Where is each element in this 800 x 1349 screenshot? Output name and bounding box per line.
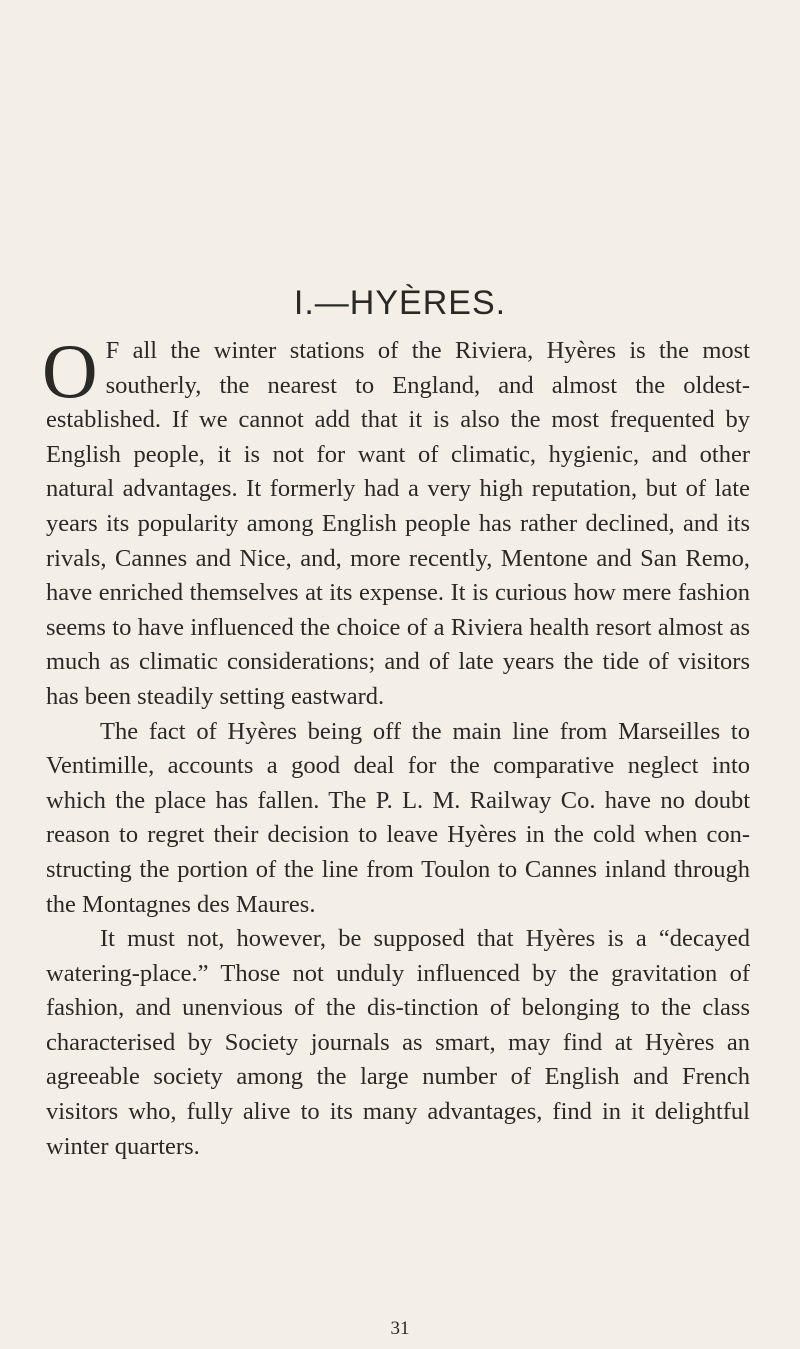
paragraph-3: It must not, however, be supposed that Hyères is a “decayed watering-place.” Those not unduly influenced by the gravitation of fashion, and unenvious of the dis-tinction of belonging to the class characterised by Society journals as smart, may find at Hyères an agreeable society among the large number of English and French visitors who, fully alive to its many advantages, find in it delightful winter quarters.	[46, 925, 750, 1160]
paragraph-1-text: F all the winter stations of the Riviera, Hyères is the most southerly, the nearest to England, and almost the oldest-established. If we cannot add that it is also the most frequented by English people, it is not for want of climatic, hygienic, and other natural advantages. It formerly had a very high reputation, but of late years its popularity among English people has rather declined, and its rivals, Cannes and Nice, and, more recently, Mentone and San Remo, have enriched themselves at its expense. It is curious how mere fashion seems to have influenced the choice of a Riviera health resort almost as much as climatic considerations; and of late years the tide of visitors has been steadily setting eastward.	[46, 337, 750, 710]
drop-cap: O	[42, 328, 98, 414]
paragraph-2: The fact of Hyères being off the main line from Marseilles to Ventimille, accounts a good deal for the comparative neglect into which the place has fallen. The P. L. M. Railway Co. have no doubt reason to regret their decision to leave Hyères in the cold when con-structing the portion of the line from Toulon to Cannes inland through the Montagnes des Maures.	[46, 717, 750, 918]
chapter-heading: I.—HYÈRES.	[293, 284, 507, 322]
chapter-body	[42, 328, 750, 1164]
page-number: 31	[390, 1318, 410, 1339]
paragraph-1	[42, 328, 750, 715]
